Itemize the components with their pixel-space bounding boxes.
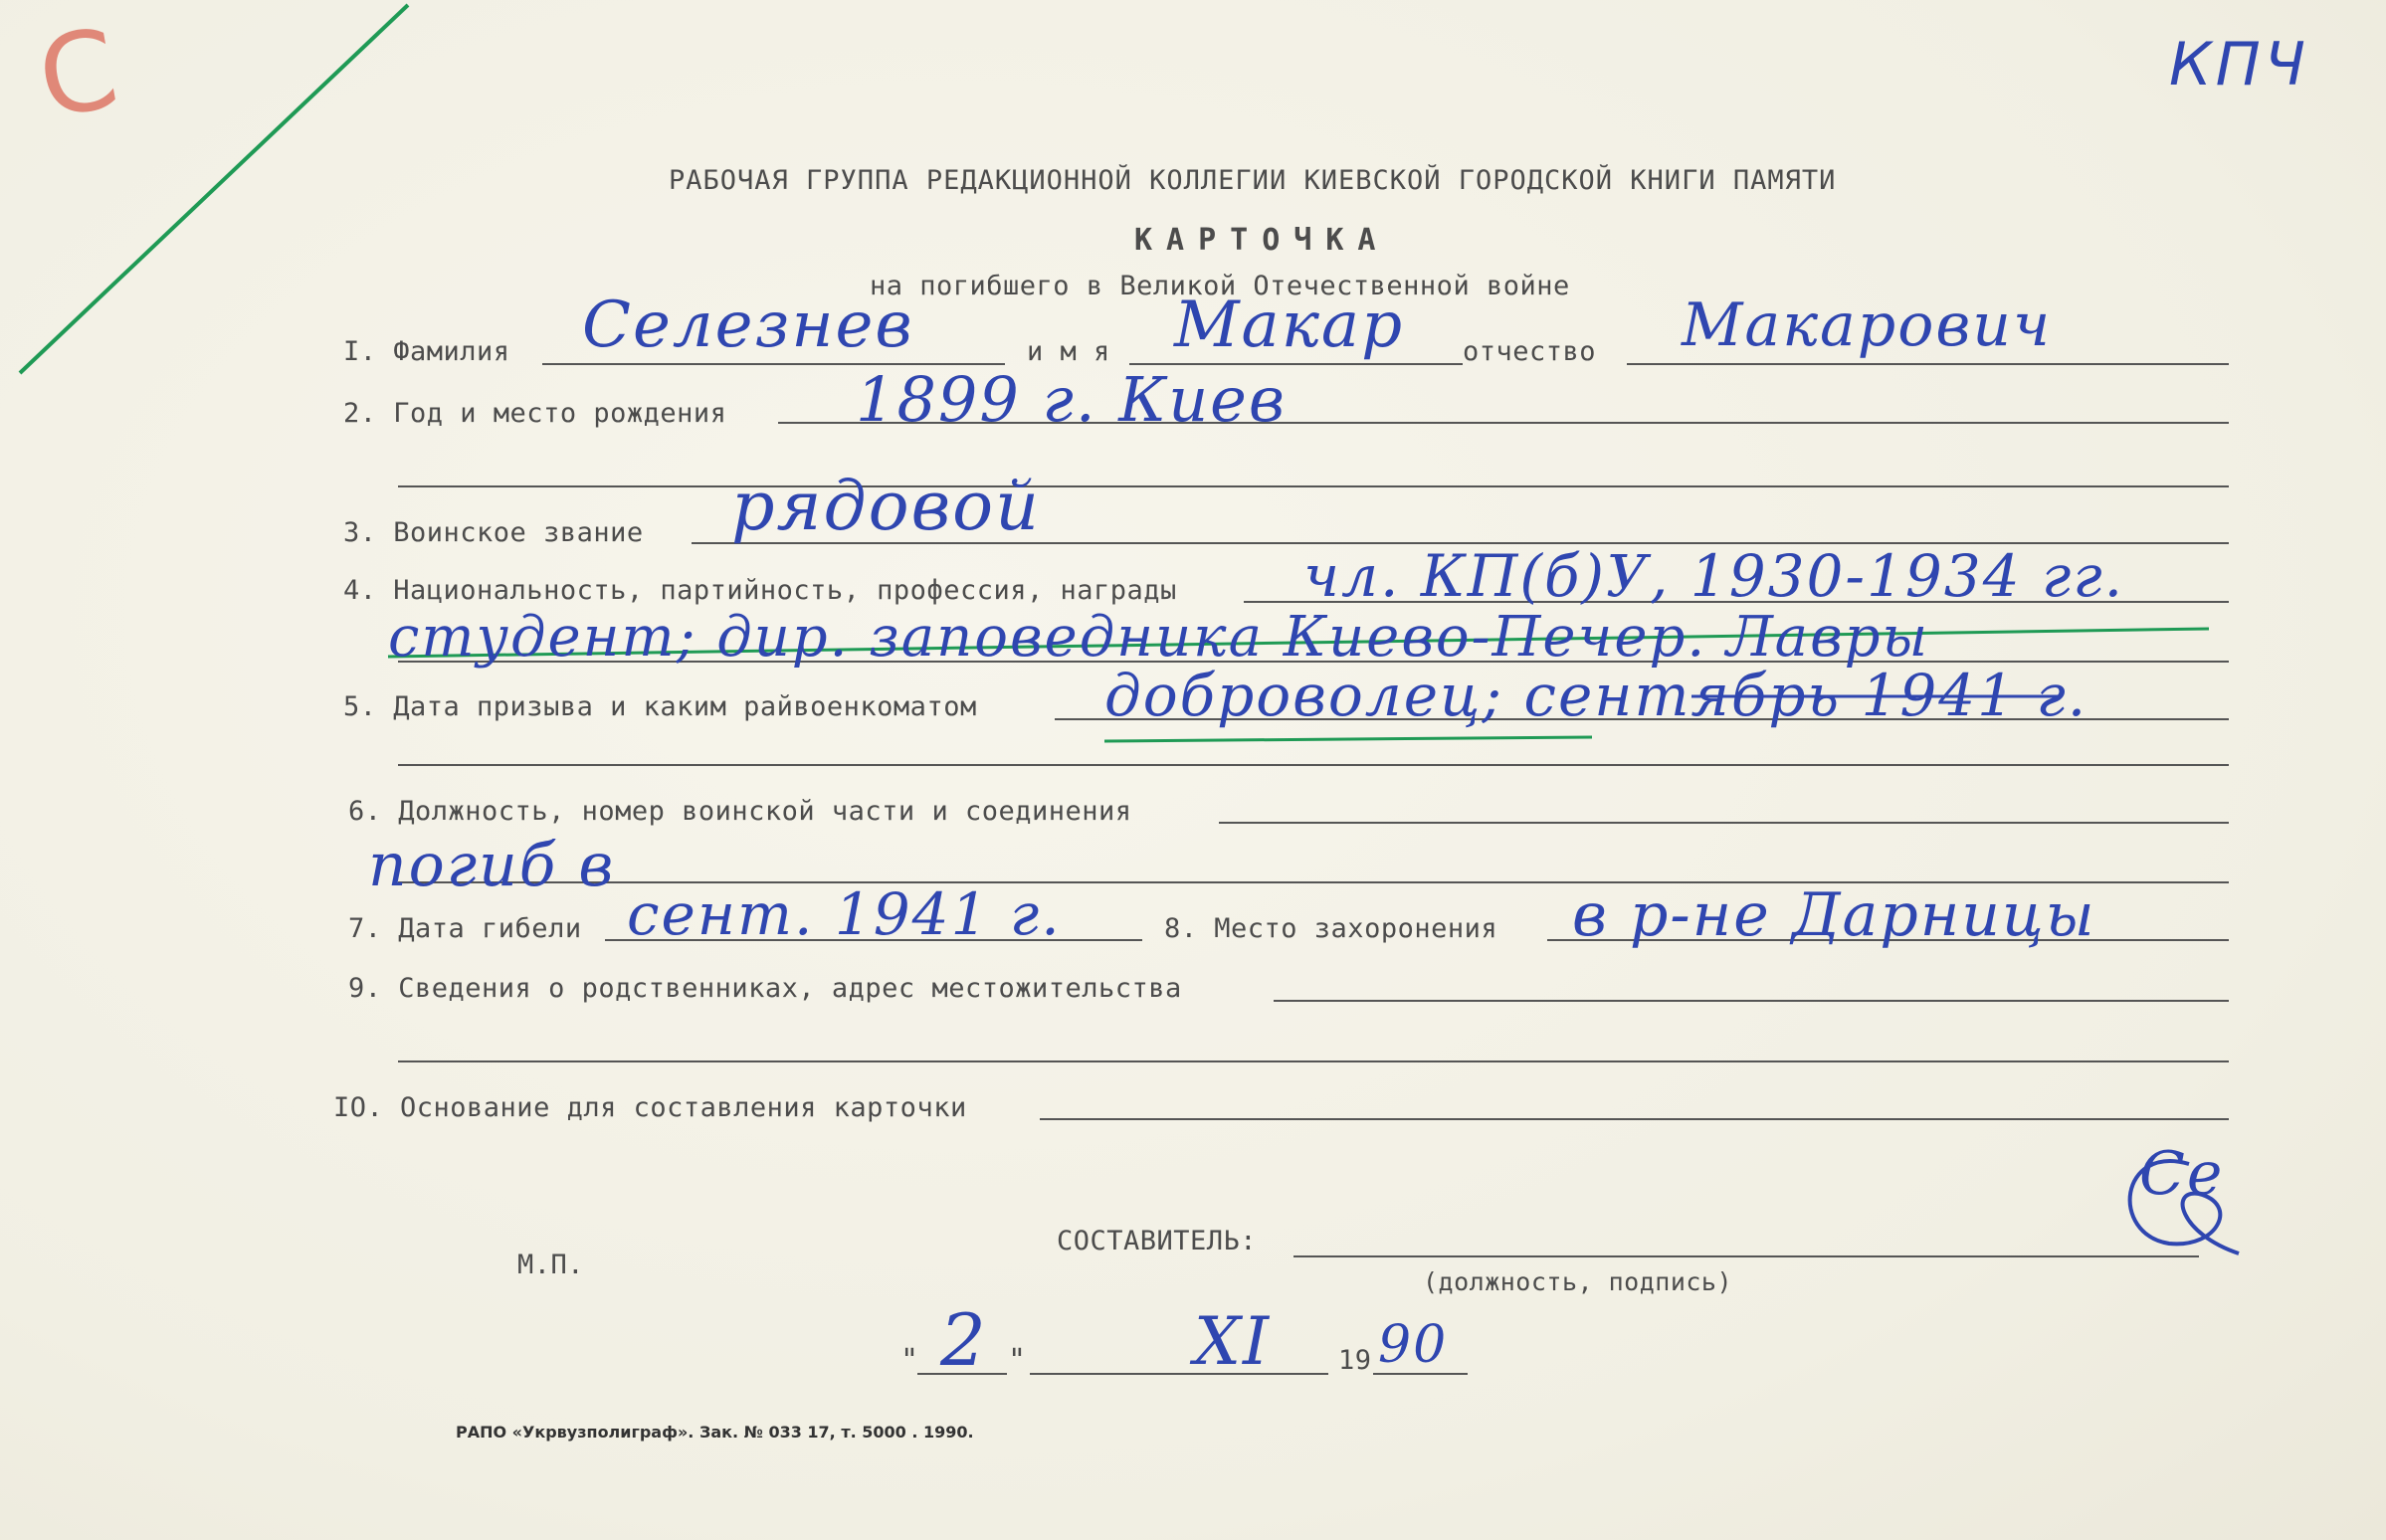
- patronymic-line: [1627, 363, 2229, 365]
- card-title: КАРТОЧКА: [1134, 223, 1390, 258]
- date-month: XI: [1194, 1303, 1272, 1380]
- basis-label: IO. Основание для составления карточки: [333, 1092, 967, 1123]
- corner-mark-right: КПЧ: [2169, 30, 2309, 99]
- mp-label: М.П.: [517, 1250, 585, 1280]
- patronymic-value: Макарович: [1682, 290, 2053, 360]
- rank-label: 3. Воинское звание: [343, 517, 644, 548]
- unit-label: 6. Должность, номер воинской части и соединения: [348, 796, 1132, 827]
- basis-line: [1040, 1118, 2229, 1120]
- date-open-quote: ": [900, 1343, 919, 1378]
- birth-label: 2. Год и место рождения: [343, 398, 727, 429]
- birth-line-2: [398, 485, 2229, 487]
- nationality-value-2: студент; дир. заповедника Киево-Печер. Лавры: [388, 605, 1930, 670]
- surname-value: Селезнев: [582, 289, 914, 362]
- compiler-label: СОСТАВИТЕЛЬ:: [1057, 1226, 1258, 1256]
- date-year-suffix: 90: [1378, 1315, 1449, 1375]
- date-day: 2: [940, 1298, 988, 1382]
- relatives-line-2: [398, 1060, 2229, 1062]
- compiler-line: [1293, 1255, 2199, 1257]
- surname-label: I. Фамилия: [343, 336, 510, 367]
- rank-value: рядовой: [731, 468, 1041, 546]
- unit-value: погиб в: [368, 831, 616, 900]
- date-close-quote: ": [1008, 1343, 1027, 1378]
- relatives-line: [1274, 1000, 2229, 1002]
- patronymic-label: отчество: [1463, 336, 1597, 367]
- corner-mark-left: С: [29, 4, 127, 143]
- signature-text: Се: [2139, 1139, 2225, 1209]
- date-month-line: [1030, 1373, 1328, 1375]
- conscription-label: 5. Дата призыва и каким райвоенкоматом: [343, 691, 977, 722]
- death-date-label: 7. Дата гибели: [348, 913, 582, 944]
- date-year-prefix: 19: [1338, 1345, 1372, 1376]
- nationality-label: 4. Национальность, партийность, профессия, награды: [343, 575, 1177, 606]
- conscription-value: доброволец; сентябрь 1941 г.: [1104, 662, 2088, 729]
- burial-label: 8. Место захоронения: [1164, 913, 1498, 944]
- printer-imprint: РАПО «Укрвузполиграф». Зак. № 033 17, т. 5000 . 1990.: [456, 1423, 974, 1442]
- card-subtitle: на погибшего в Великой Отечественной войне: [870, 271, 1570, 301]
- green-underline: [1104, 737, 1592, 741]
- relatives-label: 9. Сведения о родственниках, адрес местожительства: [348, 973, 1182, 1004]
- green-diagonal-stroke: [20, 5, 408, 373]
- organization-header: РАБОЧАЯ ГРУППА РЕДАКЦИОННОЙ КОЛЛЕГИИ КИЕВСКОЙ ГОРОДСКОЙ КНИГИ ПАМЯТИ: [669, 165, 1837, 196]
- name-value: Макар: [1174, 289, 1405, 362]
- burial-value: в р-не Дарницы: [1572, 880, 2096, 950]
- nationality-value-1: чл. КП(б)У, 1930-1934 гг.: [1303, 542, 2125, 610]
- death-date-value: сент. 1941 г.: [627, 880, 1062, 948]
- compiler-caption: (должность, подпись): [1423, 1267, 1733, 1296]
- conscription-line-2: [398, 764, 2229, 766]
- birth-value: 1899 г. Киев: [856, 363, 1287, 436]
- name-label: и м я: [1027, 336, 1110, 367]
- unit-line: [1219, 822, 2229, 824]
